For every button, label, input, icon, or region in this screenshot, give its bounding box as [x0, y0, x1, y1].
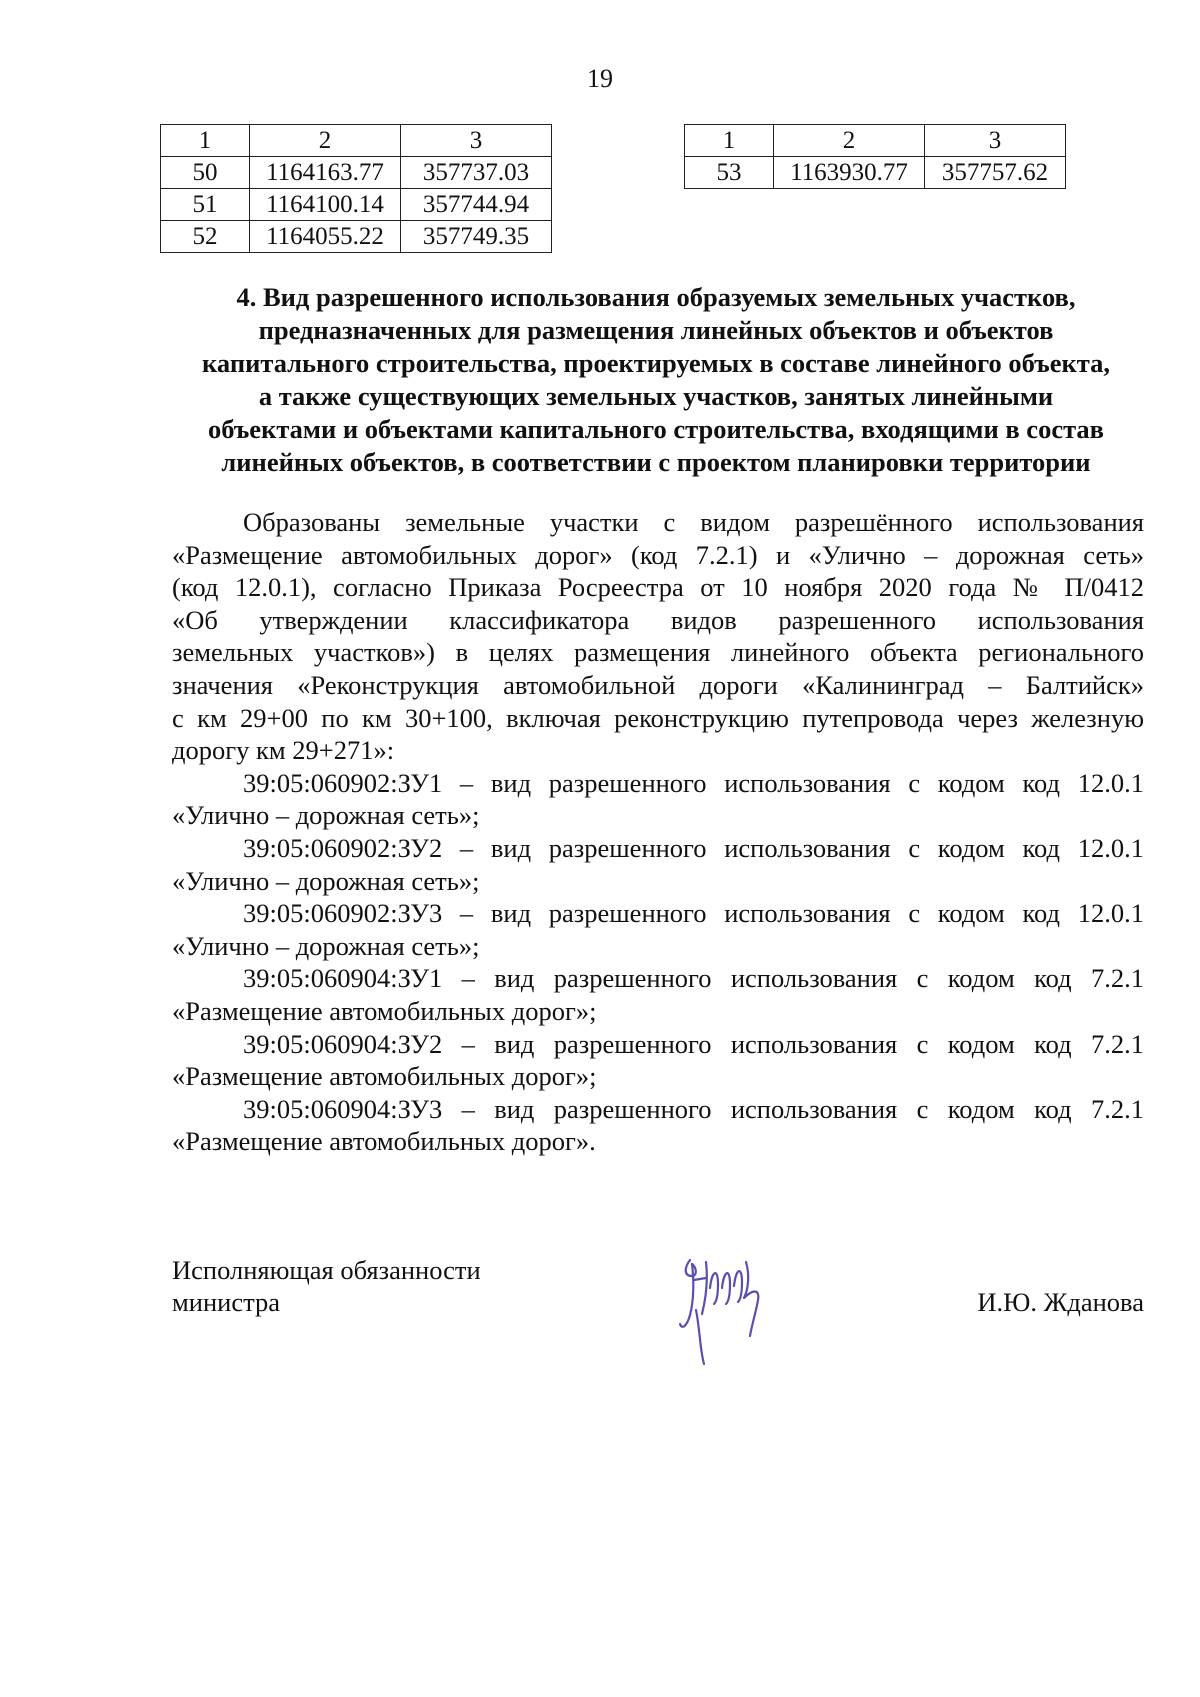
land-plot-item: 39:05:060902:ЗУ2 – вид разрешенного использования с кодом код 12.0.1 — [243, 832, 1144, 863]
heading-line: линейных объектов, в соответствии с проектом планировки территории — [221, 447, 1091, 477]
body-line: «Улично – дорожная сеть»; — [172, 930, 480, 961]
handwritten-signature-icon — [672, 1240, 782, 1370]
header-cell: 1 — [685, 125, 774, 157]
heading-line: капитального строительства, проектируемых в составе линейного объекта, — [202, 348, 1110, 378]
y-coordinate-cell: 357744.94 — [401, 189, 552, 221]
heading-line: а также существующих земельных участков, занятых линейными — [258, 381, 1054, 411]
section-heading — [162, 281, 1150, 479]
x-coordinate-cell: 1163930.77 — [774, 157, 925, 189]
point-number-cell: 53 — [685, 157, 774, 189]
y-coordinate-cell: 357749.35 — [401, 221, 552, 253]
header-cell: 1 — [161, 125, 250, 157]
body-line: «Улично – дорожная сеть»; — [172, 865, 480, 896]
signatory-title-line: Исполняющая обязанности — [172, 1255, 481, 1285]
coordinates-table-right — [684, 124, 1066, 189]
header-cell: 2 — [774, 125, 925, 157]
body-line: Образованы земельные участки с видом разрешённого использования — [243, 507, 1144, 537]
table-row — [161, 189, 552, 221]
land-plot-item: 39:05:060904:ЗУ3 – вид разрешенного использования с кодом код 7.2.1 — [243, 1093, 1144, 1124]
heading-line: предназначенных для размещения линейных объектов и объектов — [258, 315, 1054, 345]
body-line: «Размещение автомобильных дорог» (код 7.2.1) и «Улично – дорожная сеть» — [172, 539, 1144, 570]
x-coordinate-cell: 1164163.77 — [250, 157, 401, 189]
signatory-title — [172, 1254, 481, 1318]
body-line: «Об утверждении классификатора видов разрешенного использования — [172, 604, 1144, 635]
table-row — [161, 157, 552, 189]
land-plot-item: 39:05:060904:ЗУ1 – вид разрешенного использования с кодом код 7.2.1 — [243, 963, 1144, 994]
table-header-row — [685, 125, 1066, 157]
body-line: «Размещение автомобильных дорог». — [172, 1126, 596, 1157]
signatory-title-line: министра — [172, 1287, 280, 1317]
signatory-name: И.Ю. Жданова — [977, 1287, 1144, 1317]
y-coordinate-cell: 357737.03 — [401, 157, 552, 189]
body-line: земельных участков») в целях размещения линейного объекта регионального — [172, 637, 1144, 668]
body-text — [172, 506, 1144, 1158]
table-row — [161, 221, 552, 253]
body-line: «Размещение автомобильных дорог»; — [172, 995, 597, 1026]
x-coordinate-cell: 1164055.22 — [250, 221, 401, 253]
page-number: 19 — [587, 64, 613, 93]
point-number-cell: 51 — [161, 189, 250, 221]
header-cell: 3 — [925, 125, 1066, 157]
table-row — [685, 157, 1066, 189]
header-cell: 3 — [401, 125, 552, 157]
heading-line: объектами и объектами капитального строительства, входящими в состав — [208, 414, 1104, 444]
table-header-row — [161, 125, 552, 157]
land-plot-item: 39:05:060904:ЗУ2 – вид разрешенного использования с кодом код 7.2.1 — [243, 1028, 1144, 1059]
body-line: дорогу км 29+271»: — [172, 735, 395, 766]
y-coordinate-cell: 357757.62 — [925, 157, 1066, 189]
land-plot-item: 39:05:060902:ЗУ3 – вид разрешенного использования с кодом код 12.0.1 — [243, 898, 1144, 929]
heading-line: 4. Вид разрешенного использования образуемых земельных участков, — [236, 282, 1076, 312]
x-coordinate-cell: 1164100.14 — [250, 189, 401, 221]
point-number-cell: 50 — [161, 157, 250, 189]
point-number-cell: 52 — [161, 221, 250, 253]
signature-strokes — [680, 1260, 758, 1364]
land-plot-item: 39:05:060902:ЗУ1 – вид разрешенного использования с кодом код 12.0.1 — [243, 767, 1144, 798]
body-line: «Размещение автомобильных дорог»; — [172, 1061, 597, 1092]
header-cell: 2 — [250, 125, 401, 157]
body-line: значения «Реконструкция автомобильной дороги «Калининград – Балтийск» — [172, 669, 1144, 700]
body-line: (код 12.0.1), согласно Приказа Росреестра от 10 ноября 2020 года № П/0412 — [172, 572, 1144, 603]
body-line: «Улично – дорожная сеть»; — [172, 800, 480, 831]
body-line: с км 29+00 по км 30+100, включая реконструкцию путепровода через железную — [172, 702, 1144, 733]
coordinates-table-left — [160, 124, 552, 253]
